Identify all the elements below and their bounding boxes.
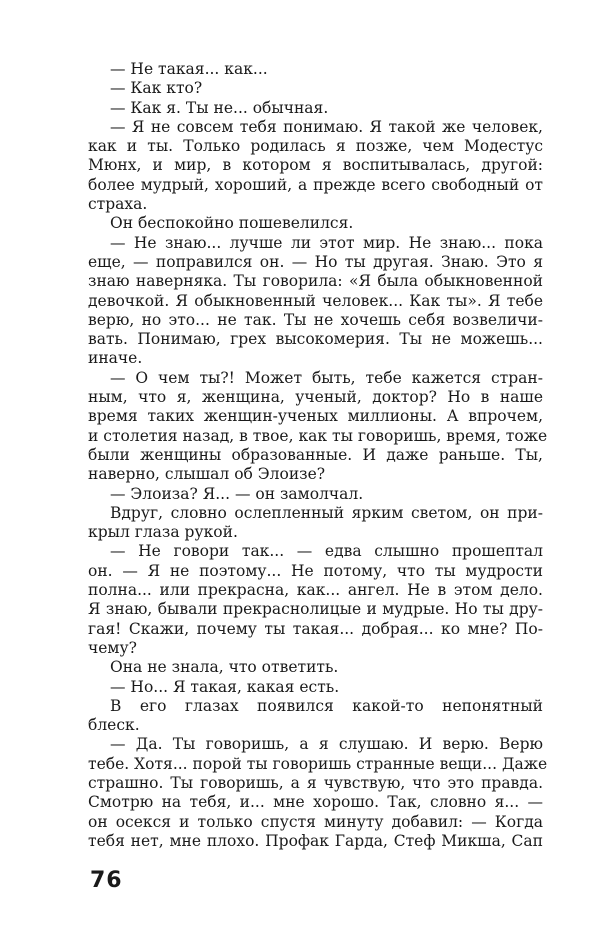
text-line: страшно. Ты говоришь, а я чувствую, что это правда. [88,773,543,792]
text-line: он осекся и только спустя минуту добавил: — Когда [88,812,543,831]
text-line: — Но... Я такая, какая есть. [110,677,340,696]
text-line: — Да. Ты говоришь, а я слушаю. И верю. Верю [110,735,543,754]
text-line: — Элоиза? Я... — он замолчал. [110,484,364,503]
text-line: тебе. Хотя... порой ты говоришь странные вещи... Даже [88,754,548,773]
text-line: как и ты. Только родилась я позже, чем Модестус [88,137,543,156]
text-line: — Как кто? [110,79,203,98]
text-line: — Не знаю... лучше ли этот мир. Не знаю... пока [110,233,543,252]
text-line: — О чем ты?! Может быть, тебе кажется стран- [110,368,543,387]
text-line: наверно, слышал об Элоизе? [88,465,326,484]
text-line: Он беспокойно пошевелился. [110,214,354,233]
text-line: более мудрый, хороший, а прежде всего свободный от [88,175,543,194]
text-line: и столетия назад, в твое, как ты говоришь, время, тоже [88,426,548,445]
text-line: полна... или прекрасна, как... ангел. Не в этом дело. [88,581,543,600]
text-line: блеск. [88,716,140,735]
text-line: Она не знала, что ответить. [110,658,339,677]
text-line: Мюнх, и мир, в котором я воспитывалась, другой: [88,156,543,175]
text-line: верю, но это... не так. Ты не хочешь себя возвеличи- [88,310,543,329]
text-line: Я знаю, бывали прекраснолицые и мудрые. Но ты дру- [88,600,543,619]
text-line: он. — Я не поэтому... Не потому, что ты мудрости [88,561,543,580]
text-line: гая! Скажи, почему ты такая... добрая... ко мне? По- [88,619,543,638]
text-line: крыл глаза рукой. [88,523,238,542]
page-number: 76 [90,868,123,893]
text-line: В его глазах появился какой-то непонятный [110,696,543,715]
text-line: знаю наверняка. Ты говорила: «Я была обыкновенной [88,272,543,291]
text-line: — Как я. Ты не... обычная. [110,98,329,117]
text-line: Смотрю на тебя, и... мне хорошо. Так, словно я... — [88,793,543,812]
text-line: время таких женщин-ученых миллионы. А впрочем, [88,407,543,426]
text-line: девочкой. Я обыкновенный человек... Как ты». Я тебе [88,291,543,310]
text-line: еще, — поправился он. — Но ты другая. Знаю. Это я [88,252,543,271]
text-line: были женщины образованные. И даже раньше. Ты, [88,445,543,464]
text-line: — Не говори так... — едва слышно прошептал [110,542,543,561]
text-line: тебя нет, мне плохо. Профак Гарда, Стеф Микша, Сап [88,831,543,850]
text-line: чему? [88,638,137,657]
text-line: иначе. [88,349,143,368]
text-line: — Не такая... как... [110,60,268,78]
text-line: вать. Понимаю, грех высокомерия. Ты не можешь... [88,330,543,349]
text-line: — Я не совсем тебя понимаю. Я такой же человек, [110,117,543,136]
book-page-text [88,60,548,851]
text-line: ным, что я, женщина, ученый, доктор? Но в наше [88,388,543,407]
text-line: Вдруг, словно ослепленный ярким светом, он при- [110,503,543,522]
text-line: страха. [88,195,148,214]
